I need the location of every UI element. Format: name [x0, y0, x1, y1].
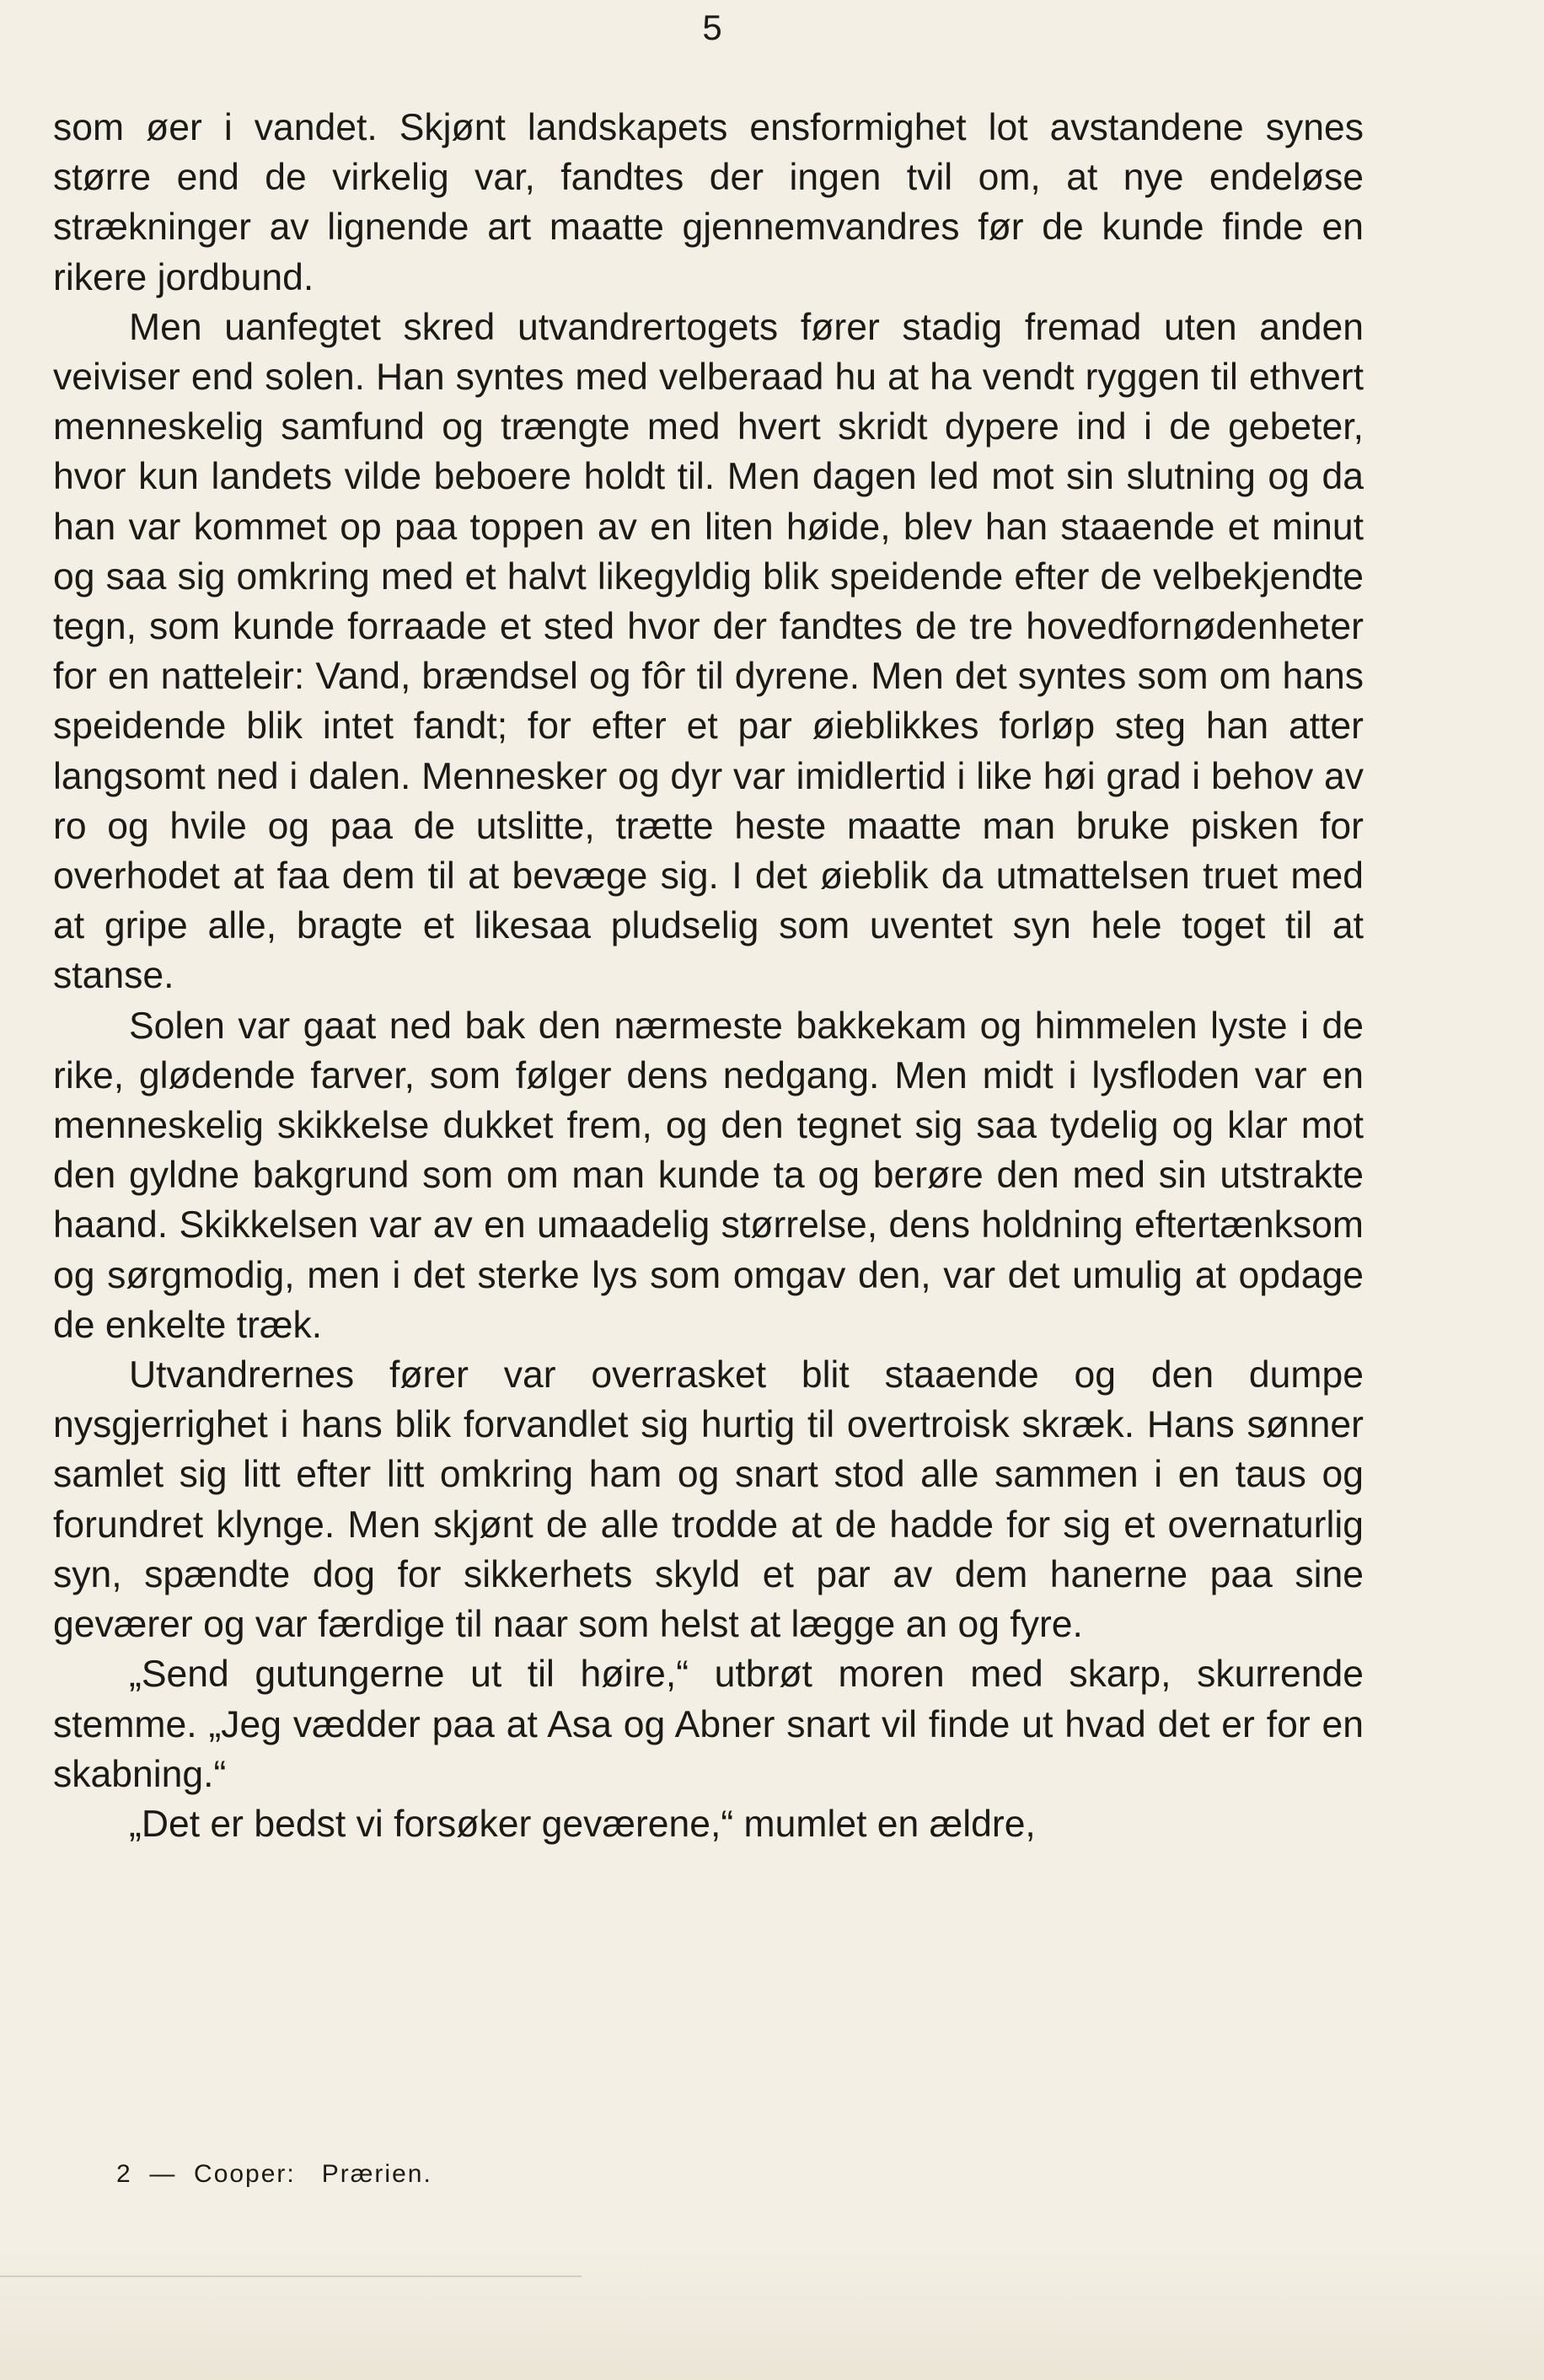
paragraph-4: Utvandrernes fører var overrasket blit staaende og den dumpe nysgjerrighet i hans blik forvandlet sig hurtig til overtroisk skræk. Hans sønner samlet sig litt efter litt omkring ham og snart stod alle sammen i en taus og forundret klynge. Men skjønt de alle trodde at de hadde for sig et overnaturlig syn, spændte dog for sikkerhets skyld et par av dem hanerne paa sine geværer og var færdige til naar som helst at lægge an og fyre.	[53, 1354, 1364, 1646]
paragraph-1: som øer i vandet. Skjønt landskapets ensformighet lot avstandene synes større end de virkelig var, fandtes der ingen tvil om, at nye endeløse strækninger av lignende art maatte gjennemvandres før de kunde finde en rikere jordbund.	[53, 107, 1364, 298]
body-text	[53, 103, 1364, 1849]
page-number: 5	[702, 8, 722, 47]
paragraph-5: „Send gutungerne ut til høire,“ utbrøt moren med skarp, skurrende stemme. „Jeg vædder paa at Asa og Abner snart vil finde ut hvad det er for en skabning.“	[53, 1654, 1364, 1795]
edge-divider	[0, 2275, 582, 2277]
signature-mark: 2 — Cooper: Prærien.	[116, 2160, 432, 2188]
page-bottom-edge	[0, 2250, 1544, 2380]
paragraph-2: Men uanfegtet skred utvandrertogets fører stadig fremad uten anden veiviser end solen. Han syntes med velberaad hu at ha vendt ryggen til ethvert menneskelig samfund og trængte med hvert skridt dypere ind i de gebeter, hvor kun landets vilde beboere holdt til. Men dagen led mot sin slutning og da han var kommet op paa toppen av en liten høide, blev han staaende et minut og saa sig omkring med et halvt likegyldig blik speidende efter de velbekjendte tegn, som kunde forraade et sted hvor der fandtes de tre hovedfornødenheter for en natteleir: Vand, brændsel og fôr til dyrene. Men det syntes som om hans speidende blik intet fandt; for efter et par øieblikkes forløp steg han atter langsomt ned i dalen. Mennesker og dyr var imidlertid i like høi grad i behov av ro og hvile og paa de utslitte, trætte heste maatte man bruke pisken for overhodet at faa dem til at bevæge sig. I det øieblik da utmattelsen truet med at gripe alle, bragte et likesaa pludselig som uventet syn hele toget til at stanse.	[53, 306, 1364, 997]
paragraph-3: Solen var gaat ned bak den nærmeste bakkekam og himmelen lyste i de rike, glødende farver, som følger dens nedgang. Men midt i lysfloden var en menneskelig skikkelse dukket frem, og den tegnet sig saa tydelig og klar mot den gyldne bakgrund som om man kunde ta og berøre den med sin utstrakte haand. Skikkelsen var av en umaadelig størrelse, dens holdning eftertænksom og sørgmodig, men i det sterke lys som omgav den, var det umulig at opdage de enkelte træk.	[53, 1005, 1364, 1346]
paragraph-6: „Det er bedst vi forsøker geværene,“ mumlet en ældre,	[129, 1803, 1036, 1845]
